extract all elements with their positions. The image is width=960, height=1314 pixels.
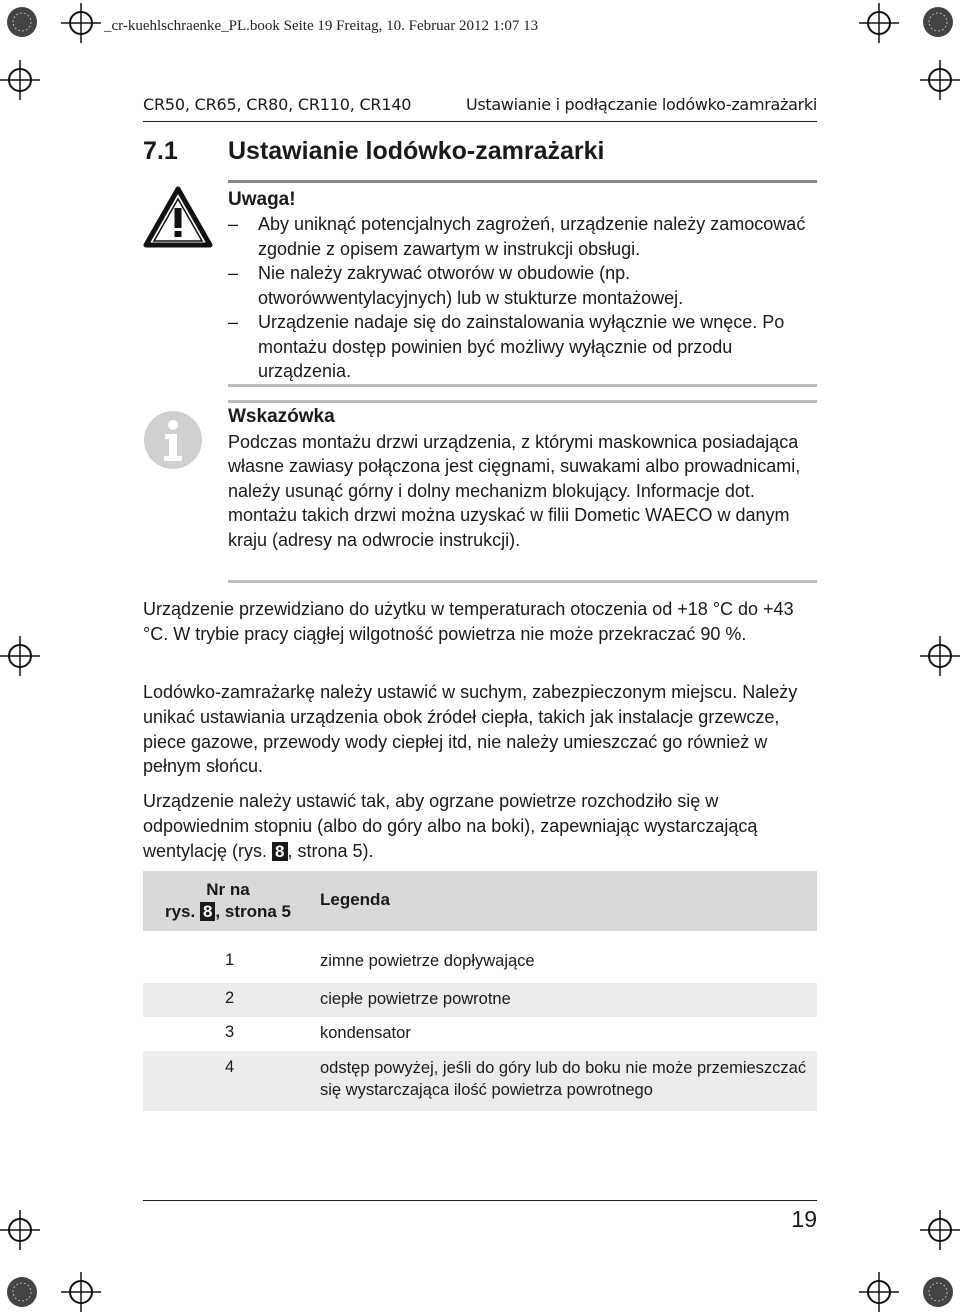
header-rule <box>143 121 817 122</box>
list-dash: – <box>228 214 239 234</box>
registration-mark-icon <box>0 60 40 100</box>
registration-mark-icon <box>0 636 40 676</box>
legend-table <box>143 871 817 1111</box>
table-spacer <box>143 931 817 949</box>
table-row <box>143 1051 817 1111</box>
list-item <box>228 212 828 261</box>
registration-mark-icon <box>859 3 899 43</box>
table-cell-text: zimne powietrze dopływające <box>320 952 535 970</box>
list-item <box>228 261 828 310</box>
paragraph-text: , strona 5). <box>287 840 374 861</box>
table-cell-text: odstęp powyżej, jeśli do góry lub do boku nie może przemieszczać się wystarczająca ilość powietrza powrotnego <box>320 1059 807 1099</box>
table-cell-number: 1 <box>225 951 235 969</box>
table-header-number <box>143 879 313 923</box>
corner-target-icon <box>6 1276 38 1308</box>
table-cell-number: 3 <box>225 1023 235 1041</box>
table-row <box>143 983 817 1017</box>
corner-target-icon <box>6 6 38 38</box>
table-row <box>143 949 817 975</box>
section-title: Ustawianie lodówko-zamrażarki <box>228 137 605 165</box>
paragraph-ventilation <box>143 789 818 863</box>
list-dash: – <box>228 312 239 332</box>
warning-list <box>228 212 828 384</box>
registration-mark-icon <box>920 636 960 676</box>
table-cell-text: ciepłe powietrze powrotne <box>320 990 511 1008</box>
table-header-legend: Legenda <box>320 890 390 909</box>
note-body: Podczas montażu drzwi urządzenia, z którymi maskownica posiadająca własne zawiasy połączona jest cięgnami, suwakami albo prowadnicami, należy usunąć górny i dolny mechanizm blokujący. Informacje dot. montażu takich drzwi można uzyskać w filii Dometic WAECO w danym kraju (adresy na odwrocie instrukcji). <box>228 432 801 550</box>
footer-rule <box>143 1200 817 1201</box>
table-row <box>143 1017 817 1051</box>
page-number: 19 <box>791 1206 817 1232</box>
warning-item-text: Aby uniknąć potencjalnych zagrożeń, urządzenie należy zamocować zgodnie z opisem zawartym w instrukcji obsługi. <box>258 214 806 259</box>
registration-mark-icon <box>61 1272 101 1312</box>
table-header-text: rys. <box>164 902 196 921</box>
note-top-rule <box>228 400 817 403</box>
figure-number-badge: 8 <box>200 902 215 921</box>
table-header <box>143 871 817 931</box>
list-dash: – <box>228 263 239 283</box>
paragraph-text: Urządzenie należy ustawić tak, aby ogrzane powietrze rozchodziło się w odpowiednim stopniu (albo do góry albo na boki), zapewniając wystarczającą wentylację (rys. <box>143 791 758 861</box>
header-models: CR50, CR65, CR80, CR110, CR140 <box>143 95 412 114</box>
corner-target-icon <box>922 1276 954 1308</box>
section-number: 7.1 <box>143 137 178 165</box>
header-chapter: Ustawianie i podłączanie lodówko-zamrażarki <box>465 95 817 114</box>
registration-mark-icon <box>859 1272 899 1312</box>
warning-item-text: Urządzenie nadaje się do zainstalowania wyłącznie we wnęce. Po montażu dostęp powinien być możliwy wyłącznie od przodu urządzenia. <box>258 312 785 381</box>
registration-mark-icon <box>920 60 960 100</box>
table-header-line: Nr na <box>206 880 250 899</box>
table-cell-text: kondensator <box>320 1024 411 1042</box>
corner-target-icon <box>922 6 954 38</box>
warning-item-text: Nie należy zakrywać otworów w obudowie (np. otworówwentylacyjnych) lub w stukturze montażowej. <box>258 263 684 308</box>
paragraph-location: Lodówko-zamrażarkę należy ustawić w suchym, zabezpieczonym miejscu. Należy unikać ustawiania urządzenia obok źródeł ciepła, takich jak instalacje grzewcze, piece gazowe, przewody wody ciepłej itd, nie należy umieszczać go również w pełnym słońcu. <box>143 682 798 777</box>
figure-number-badge: 8 <box>272 842 287 861</box>
registration-mark-icon <box>61 3 101 43</box>
print-book-line: _cr-kuehlschraenke_PL.book Seite 19 Freitag, 10. Februar 2012 1:07 13 <box>104 18 539 34</box>
warning-triangle-icon <box>143 186 213 248</box>
note-title: Wskazówka <box>228 406 335 427</box>
table-header-text: , strona 5 <box>215 902 292 921</box>
warning-bottom-rule <box>228 384 817 387</box>
warning-title: Uwaga! <box>228 189 296 210</box>
registration-mark-icon <box>920 1210 960 1250</box>
note-bottom-rule <box>228 580 817 583</box>
info-icon <box>143 410 203 470</box>
table-cell-number: 2 <box>225 989 235 1007</box>
table-spacer <box>143 975 817 983</box>
table-cell-number: 4 <box>225 1058 235 1076</box>
warning-top-rule <box>228 180 817 183</box>
registration-mark-icon <box>0 1210 40 1250</box>
list-item <box>228 310 828 384</box>
paragraph-temperature: Urządzenie przewidziano do użytku w temperaturach otoczenia od +18 °C do +43 °C. W trybie pracy ciągłej wilgotność powietrza nie może przekraczać 90 %. <box>143 599 794 644</box>
table-header-line <box>143 901 313 923</box>
